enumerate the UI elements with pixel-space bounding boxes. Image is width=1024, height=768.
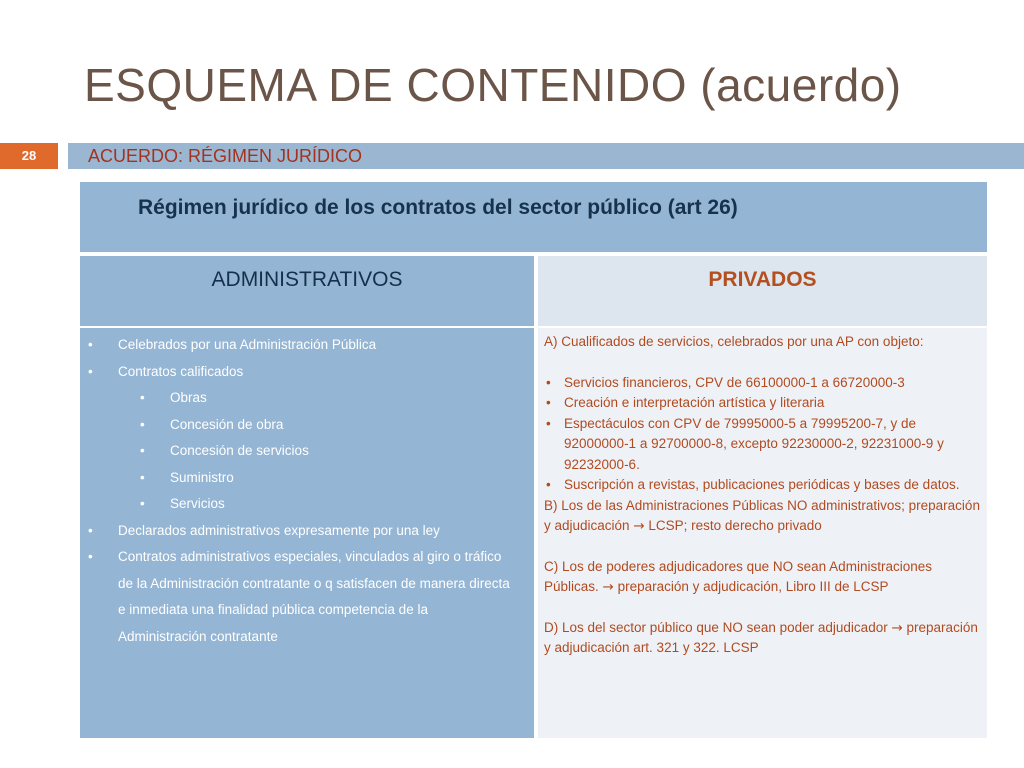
privados-a-item: • Servicios financieros, CPV de 66100000-1 a 66720000-3: [546, 374, 905, 390]
privados-a-item: • Suscripción a revistas, publicaciones periódicas y bases de datos.: [546, 477, 960, 492]
privados-b-lead: B) Los de las Administraciones Públicas NO administrativos; preparación y adjudicación: [544, 497, 980, 533]
privados-cell: [538, 328, 987, 738]
list-item-text: Contratos administrativos especiales, vinculados al giro o tráfico de la Administración contratante o q satisfacen de manera directa e inmediata una finalidad pública competencia de la Administración contratante: [118, 549, 510, 644]
privados-a-item-text: Creación e interpretación artística y literaria: [564, 395, 825, 410]
privados-c-lead: C) Los de poderes adjudicadores que NO sean Administraciones Públicas.: [544, 558, 932, 594]
table-header-text: Régimen jurídico de los contratos del sector público (art 26): [138, 196, 738, 219]
sub-list-item: • Servicios: [140, 496, 225, 511]
list-item: • Contratos calificados: [88, 363, 244, 379]
sub-list-item: • Suministro: [140, 469, 234, 485]
column-header-privados-label: PRIVADOS: [708, 268, 817, 291]
spacer: [544, 537, 980, 557]
sub-list-item-text: Suministro: [170, 469, 234, 485]
privados-a-item: • Espectáculos con CPV de 79995000-5 a 79995200-7, y de 92000000-1 a 92700000-8, excepto 92230000-2, 92231000-9 y 92232000-6.: [546, 415, 944, 472]
privados-b-tail: LCSP; resto derecho privado: [644, 518, 822, 533]
sub-list-item: • Concesión de obra: [140, 416, 284, 432]
arrow-right-icon: →: [602, 579, 614, 595]
privados-a-item-text: Servicios financieros, CPV de 66100000-1 a 66720000-3: [564, 374, 905, 390]
sub-list-item: • Concesión de servicios: [140, 443, 309, 458]
page-number-badge: 28: [0, 143, 58, 169]
privados-c-text: [544, 557, 980, 598]
privados-b-text: [544, 496, 980, 537]
arrow-right-icon: →: [891, 619, 903, 636]
privados-d-tail: preparación y adjudicación art. 321 y 322. LCSP: [544, 619, 978, 655]
arrow-right-icon: →: [633, 518, 645, 534]
list-item: • Contratos administrativos especiales, vinculados al giro o tráfico de la Administración contratante o q satisfacen de manera directa e inmediata una finalidad pública competencia de la Administración contratante: [88, 549, 510, 644]
privados-a-item-text: Espectáculos con CPV de 79995000-5 a 79995200-7, y de 92000000-1 a 92700000-8, excepto 92230000-2, 92231000-9 y 92232000-6.: [564, 415, 944, 472]
administrativos-list: [80, 332, 534, 650]
regime-table: [80, 182, 987, 738]
privados-d-lead: D) Los del sector público que NO sean poder adjudicador: [544, 619, 888, 635]
privados-d-text: [544, 618, 980, 659]
sub-list-item-text: Concesión de obra: [170, 416, 284, 432]
privados-a-item: • Creación e interpretación artística y literaria: [546, 395, 825, 410]
sub-list-item-text: Obras: [170, 390, 207, 405]
column-header-administrativos: [80, 256, 534, 326]
sub-list-item: • Obras: [140, 390, 207, 405]
privados-a-item-text: Suscripción a revistas, publicaciones periódicas y bases de datos.: [564, 477, 960, 492]
slide-subtitle: ACUERDO: RÉGIMEN JURÍDICO: [88, 146, 363, 166]
column-header-privados: [538, 256, 987, 326]
list-item: • Celebrados por una Administración Pública: [88, 337, 377, 352]
sub-list-item-text: Servicios: [170, 496, 225, 511]
privados-content: [544, 332, 980, 659]
list-item: • Declarados administrativos expresamente por una ley: [88, 522, 440, 538]
spacer: [544, 598, 980, 618]
list-item-text: Declarados administrativos expresamente por una ley: [118, 522, 440, 538]
administrativos-cell: [80, 328, 534, 738]
privados-c-tail: preparación y adjudicación, Libro III de LCSP: [613, 579, 889, 594]
spacer: [544, 353, 980, 373]
table-header: [80, 182, 987, 252]
column-header-administrativos-label: ADMINISTRATIVOS: [211, 268, 403, 291]
sub-list-item-text: Concesión de servicios: [170, 443, 309, 458]
slide-title: ESQUEMA DE CONTENIDO (acuerdo): [84, 59, 902, 111]
privados-a-title: A) Cualificados de servicios, celebrados por una AP con objeto:: [544, 334, 924, 349]
list-item-text: Celebrados por una Administración Pública: [118, 337, 377, 352]
list-item-text: Contratos calificados: [118, 363, 244, 379]
